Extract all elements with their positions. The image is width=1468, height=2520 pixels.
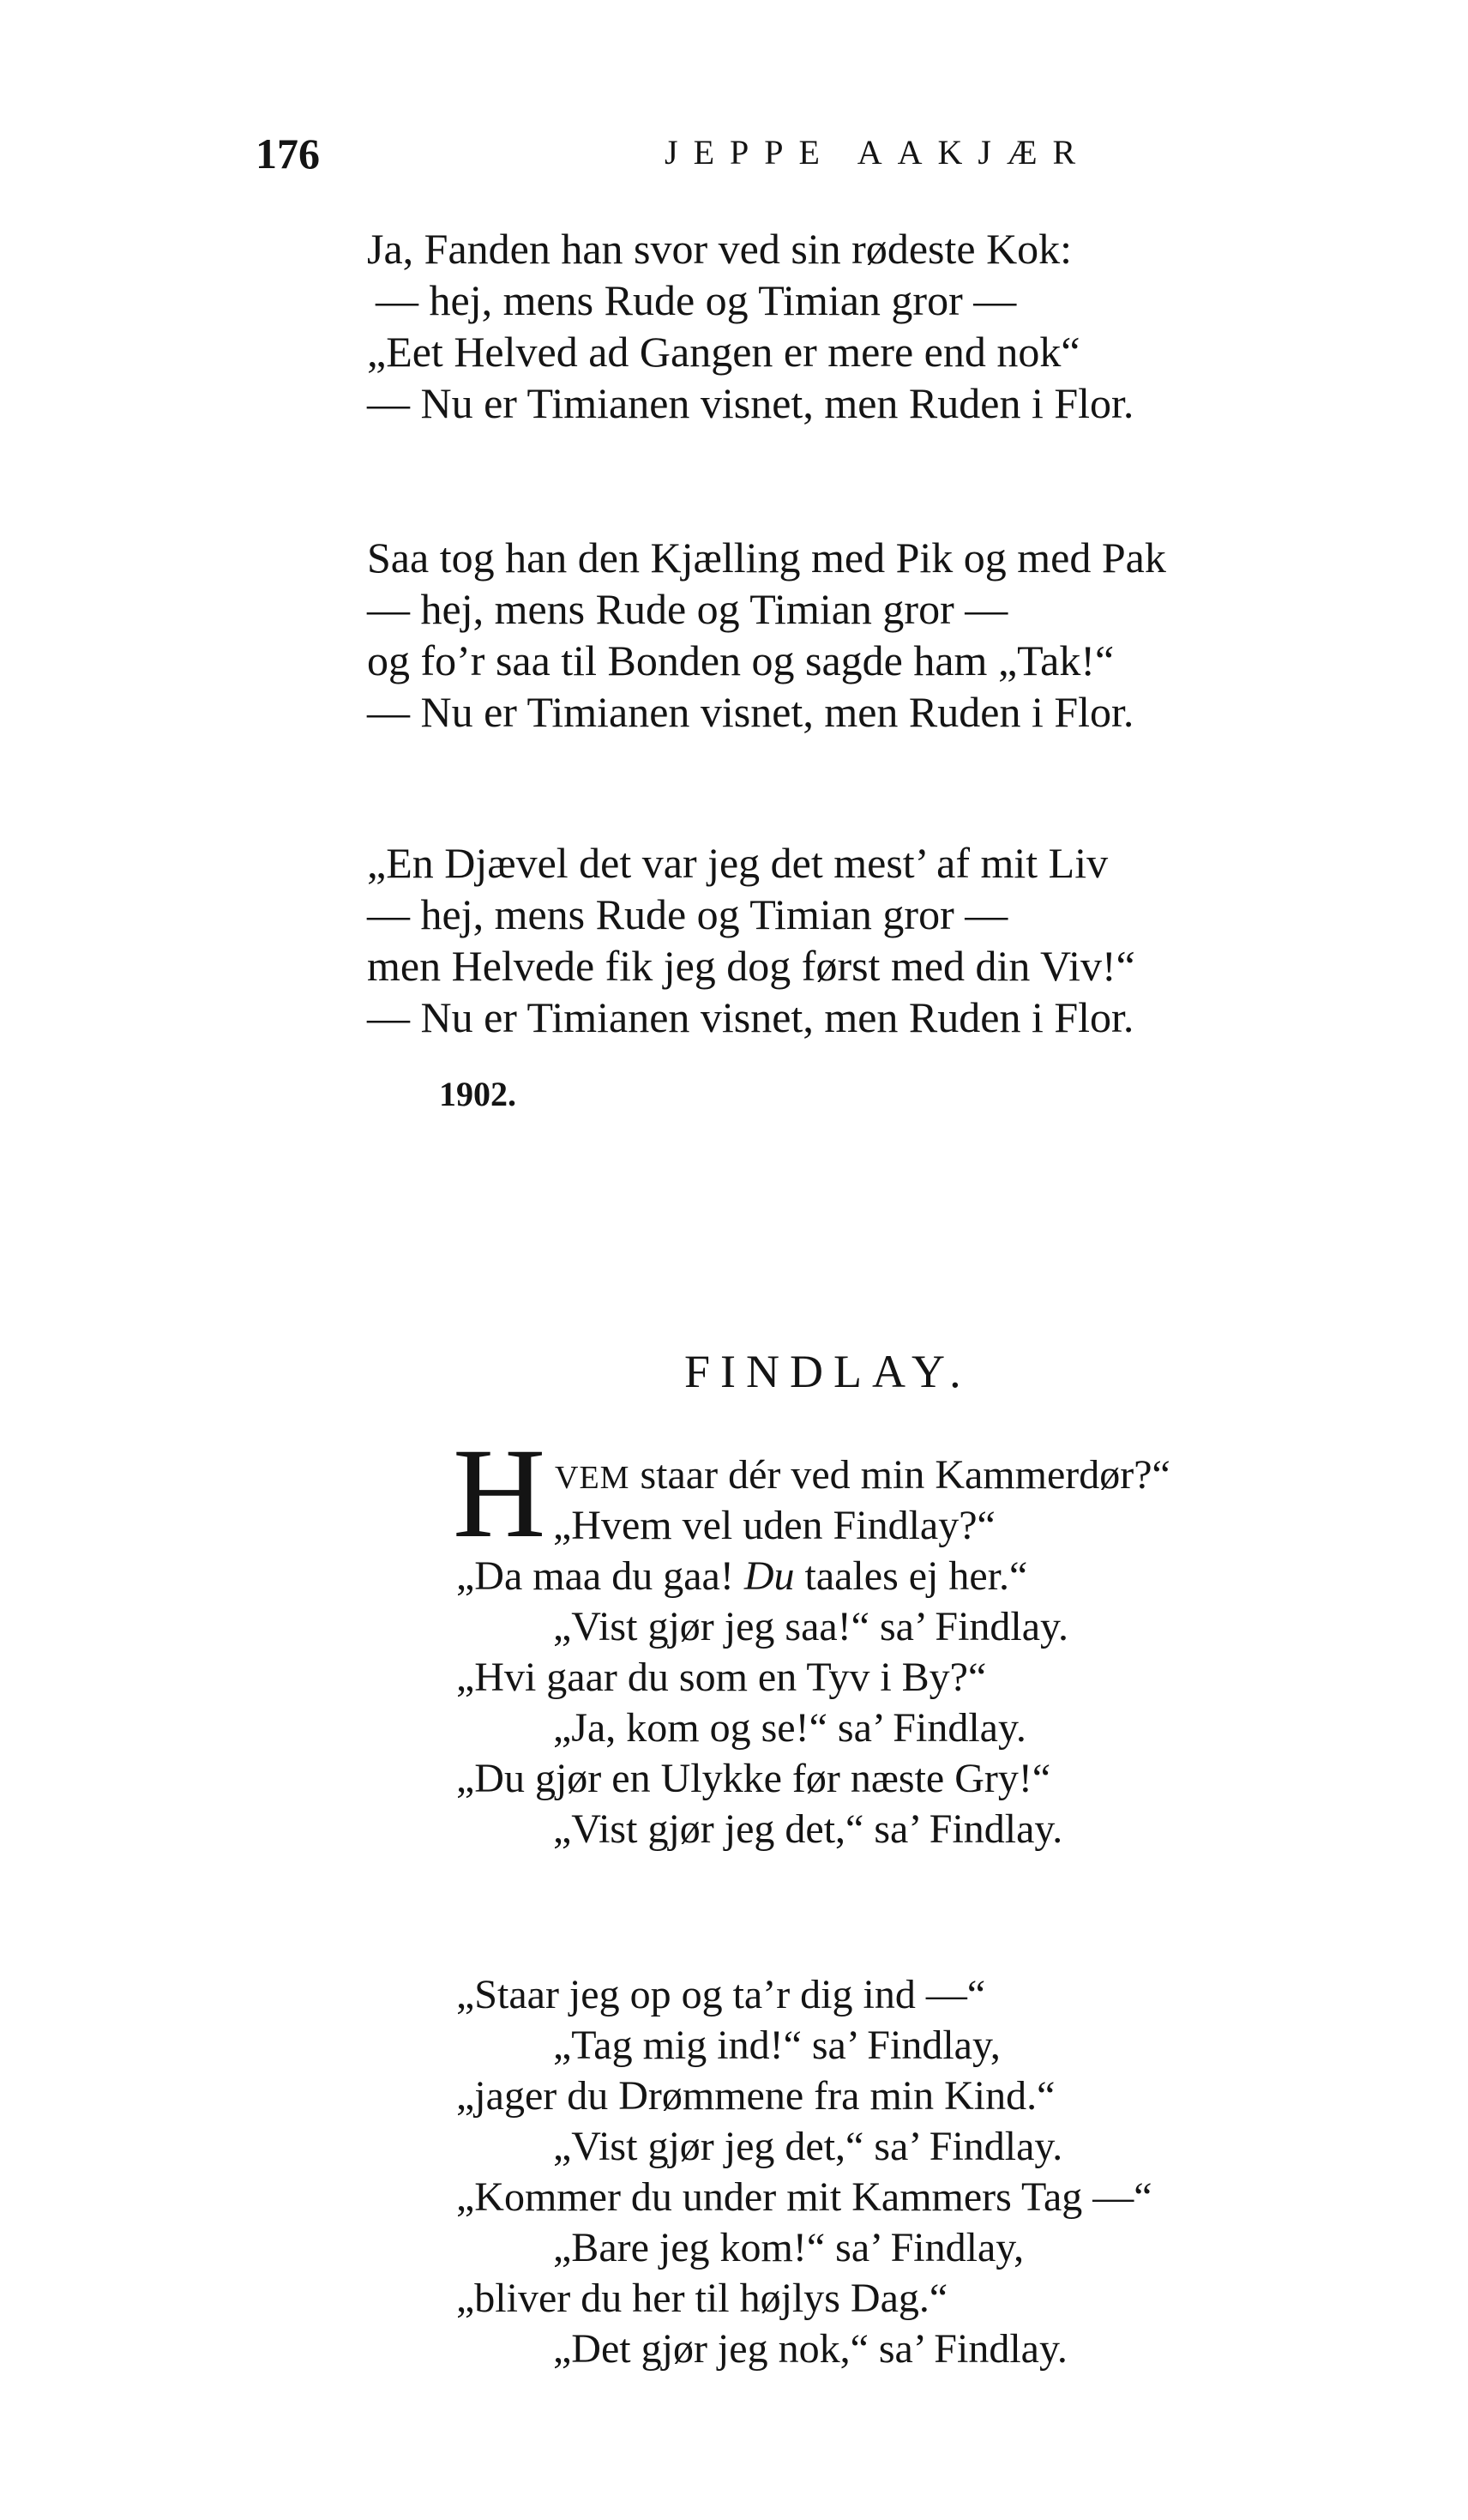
verse-line: — Nu er Timianen visnet, men Ruden i Flor. — [367, 993, 1134, 1041]
verse-line: „Hvem vel uden Findlay?“ — [553, 1503, 996, 1548]
verse-line: Ja, Fanden han svor ved sin rødeste Kok: — [367, 225, 1073, 273]
verse-part: taales ej her.“ — [794, 1553, 1028, 1599]
verse-line: men Helvede fik jeg dog først med din Viv!“ — [367, 942, 1135, 990]
verse-line: „En Djævel det var jeg det mest’ af mit Liv — [367, 839, 1109, 887]
page-header — [0, 129, 1468, 180]
verse-line: „Vist gjør jeg det,“ sa’ Findlay. — [553, 1806, 1063, 1852]
verse-line: — Nu er Timianen visnet, men Ruden i Flor. — [367, 379, 1134, 427]
poem1-stanza-2 — [367, 532, 1166, 738]
first-line-rest: staar dér ved min Kammerdør?“ — [629, 1452, 1170, 1498]
verse-line: „jager du Drømmene fra min Kind.“ — [456, 2073, 1056, 2119]
poem-year: 1902. — [439, 1075, 516, 1113]
verse-line: — hej, mens Rude og Timian gror — — [367, 585, 1008, 633]
verse-line: — hej, mens Rude og Timian gror — — [367, 890, 1008, 938]
poem-title: FINDLAY. — [684, 1346, 972, 1397]
first-word-smallcaps: VEM — [555, 1460, 630, 1496]
verse-line: „Vist gjør jeg saa!“ sa’ Findlay. — [553, 1604, 1068, 1649]
poem1-stanza-3 — [367, 837, 1135, 1043]
poem2-stanza-2 — [456, 1969, 1152, 2374]
verse-line: „Tag mig ind!“ sa’ Findlay, — [553, 2023, 1001, 2068]
verse-line: „Hvi gaar du som en Tyv i By?“ — [456, 1655, 987, 1700]
poem1-stanza-1 — [367, 223, 1134, 429]
verse-line: „bliver du her til højlys Dag.“ — [456, 2276, 948, 2321]
verse-line: „Det gjør jeg nok,“ sa’ Findlay. — [553, 2326, 1068, 2372]
verse-line — [456, 1551, 1170, 1601]
verse-emphasis: Du — [743, 1553, 795, 1599]
verse-line: og fo’r saa til Bonden og sagde ham „Tak!“ — [367, 636, 1115, 684]
verse-line: „Bare jeg kom!“ sa’ Findlay, — [553, 2225, 1025, 2270]
drop-cap: H — [453, 1438, 546, 1545]
verse-part: „Da maa du gaa! — [456, 1553, 744, 1599]
verse-line-first — [456, 1450, 1170, 1500]
verse-line: „Du gjør en Ulykke før næste Gry!“ — [456, 1756, 1051, 1801]
page-number: 176 — [256, 130, 320, 178]
running-head: JEPPE AAKJÆR — [665, 133, 1092, 172]
verse-line: „Vist gjør jeg det,“ sa’ Findlay. — [553, 2124, 1063, 2169]
verse-line: „Ja, kom og se!“ sa’ Findlay. — [553, 1705, 1026, 1751]
verse-line: — hej, mens Rude og Timian gror — — [376, 276, 1017, 324]
poem2-stanza-1 — [456, 1450, 1170, 1854]
verse-line: „Staar jeg op og ta’r dig ind —“ — [456, 1972, 986, 2017]
verse-line: Saa tog han den Kjælling med Pik og med Pak — [367, 534, 1166, 582]
verse-line: „Eet Helved ad Gangen er mere end nok“ — [367, 328, 1080, 376]
verse-line: „Kommer du under mit Kammers Tag —“ — [456, 2174, 1152, 2220]
verse-line: — Nu er Timianen visnet, men Ruden i Flor. — [367, 688, 1134, 736]
